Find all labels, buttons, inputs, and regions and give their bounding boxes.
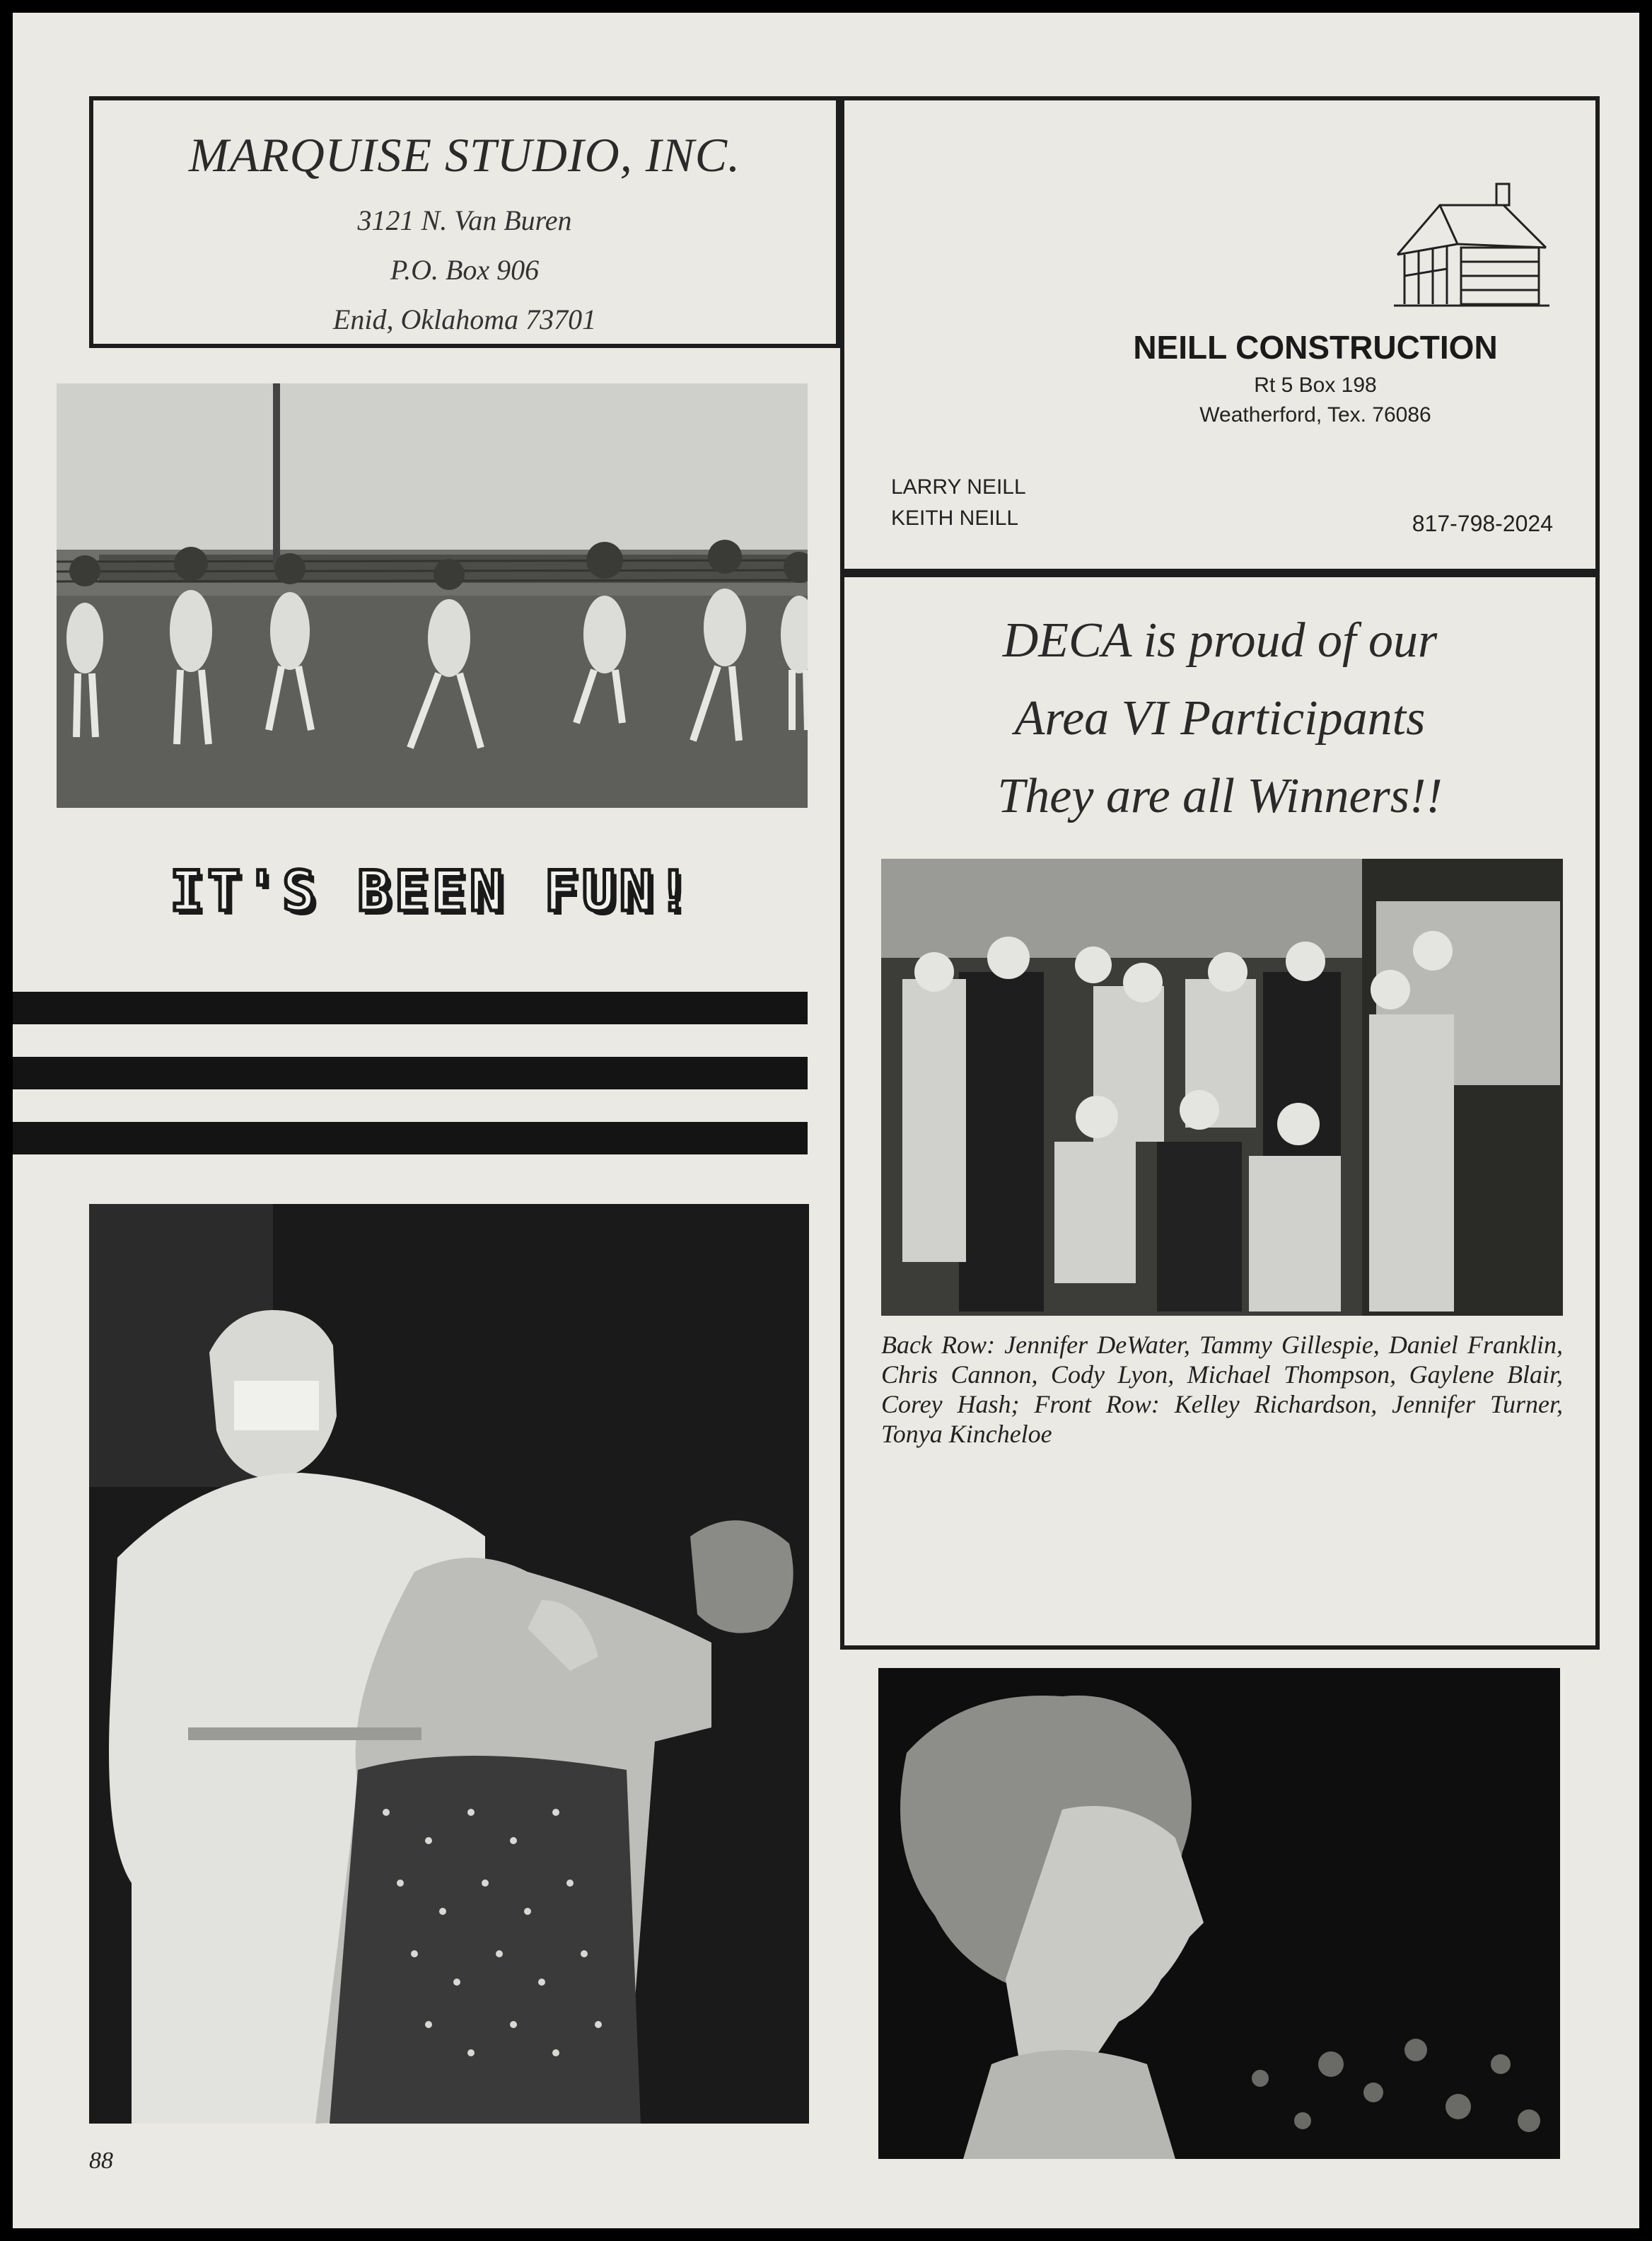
marquise-studio-name: MARQUISE STUDIO, INC. bbox=[188, 128, 741, 182]
deca-box bbox=[840, 573, 1600, 1650]
neill-construction-ad bbox=[840, 96, 1600, 573]
deca-headline-line3: They are all Winners!! bbox=[997, 769, 1443, 823]
neill-address-line1: Rt 5 Box 198 bbox=[1254, 374, 1377, 397]
deca-group-photo bbox=[881, 859, 1563, 1316]
marquise-address-line3: Enid, Oklahoma 73701 bbox=[332, 303, 597, 335]
neill-contact-keith: KEITH NEILL bbox=[891, 506, 1019, 530]
doctor-costume-photo bbox=[89, 1204, 809, 2124]
neill-contact-larry: LARRY NEILL bbox=[891, 475, 1026, 499]
decorative-stripe-1 bbox=[13, 992, 808, 1024]
neill-address-line2: Weatherford, Tex. 76086 bbox=[1199, 403, 1431, 427]
decorative-stripe-3 bbox=[13, 1122, 808, 1154]
deca-photo-caption: Back Row: Jennifer DeWater, Tammy Gillespie, Daniel Franklin, Chris Cannon, Cody Lyon, Michael Thompson, Gaylene Blair, Corey Hash; Front Row: Kelley Richardson, Jennifer Turner, Tonya Kincheloe bbox=[881, 1331, 1563, 1448]
house-frame-icon bbox=[1390, 177, 1553, 311]
page-number: 88 bbox=[89, 2148, 113, 2174]
girl-profile-photo bbox=[878, 1668, 1560, 2159]
marquise-address-line2: P.O. Box 906 bbox=[390, 254, 540, 286]
deca-headline-line2: Area VI Participants bbox=[1014, 691, 1426, 746]
marquise-studio-ad bbox=[89, 96, 840, 348]
neill-phone: 817-798-2024 bbox=[1412, 511, 1553, 536]
neill-company-name: NEILL CONSTRUCTION bbox=[1133, 329, 1498, 366]
its-been-fun-heading: IT'S BEEN FUN! bbox=[170, 860, 694, 924]
yearbook-page bbox=[13, 13, 1639, 2228]
decorative-stripe-2 bbox=[13, 1057, 808, 1089]
cheerleaders-photo bbox=[57, 383, 808, 808]
marquise-address-line1: 3121 N. Van Buren bbox=[357, 204, 572, 236]
deca-headline-line1: DECA is proud of our bbox=[1002, 613, 1438, 668]
